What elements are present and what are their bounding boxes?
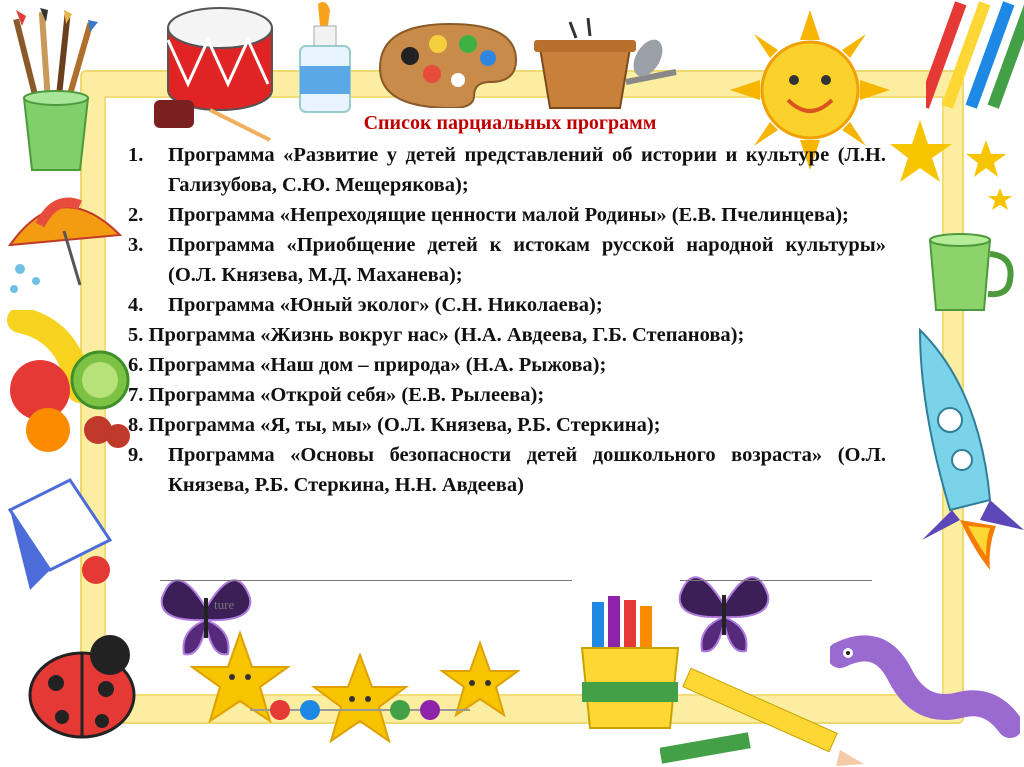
divider-line-left — [160, 580, 572, 581]
program-list — [128, 140, 886, 500]
list-item-number: 5. — [128, 324, 144, 346]
list-item-number: 2. — [128, 204, 144, 226]
list-item-text: Программа «Открой себя» (Е.В. Рылеева); — [148, 384, 545, 406]
watermark-text: ture — [214, 597, 235, 612]
list-item-number: 1. — [128, 144, 144, 166]
list-item — [128, 290, 886, 320]
star-icon — [890, 110, 1020, 220]
ladybug-icon — [10, 625, 150, 745]
list-item-number: 7. — [128, 384, 144, 406]
list-item — [128, 380, 886, 410]
butterfly-icon — [158, 568, 254, 660]
divider-line-right — [680, 580, 872, 581]
drum-icon — [150, 0, 280, 150]
list-item — [128, 200, 886, 230]
list-item-text: Программа «Основы безопасности детей дошкольного возраста» (О.Л. Князева, Р.Б. Стеркина, Н.Н. Авдеева) — [168, 444, 886, 496]
list-item — [128, 350, 886, 380]
list-item — [128, 440, 886, 500]
list-item — [128, 410, 886, 440]
worm-icon — [830, 635, 1020, 755]
flower-pot-icon — [530, 12, 680, 122]
umbrella-icon — [0, 185, 130, 295]
list-item-text: Программа «Развитие у детей представлений об истории и культуре (Л.Н. Гализубова, С.Ю. Мещерякова); — [168, 144, 886, 196]
list-item-text: Программа «Жизнь вокруг нас» (Н.А. Авдеева, Г.Б. Степанова); — [148, 324, 745, 346]
cup-icon — [920, 230, 1020, 320]
fruit-icon — [0, 310, 140, 460]
kite-icon — [0, 470, 130, 600]
list-item-text: Программа «Юный эколог» (С.Н. Николаева); — [168, 294, 603, 316]
paint-palette-icon — [370, 18, 520, 108]
list-item — [128, 140, 886, 200]
list-item-number: 4. — [128, 294, 144, 316]
list-item — [128, 230, 886, 290]
list-item-number: 6. — [128, 354, 144, 376]
list-item-text: Программа «Непреходящие ценности малой Родины» (Е.В. Пчелинцева); — [168, 204, 849, 226]
pencils-icon — [926, 0, 1024, 120]
rocket-icon — [880, 320, 1024, 580]
paintbrush-cup-icon — [2, 8, 112, 178]
butterfly-icon — [676, 565, 772, 657]
list-item-text: Программа «Приобщение детей к истокам русской народной культуры» (О.Л. Князева, М.Д. Маханева); — [168, 234, 886, 286]
list-item — [128, 320, 886, 350]
abacus-icon — [250, 680, 470, 740]
list-item-text: Программа «Я, ты, мы» (О.Л. Князева, Р.Б. Стеркина); — [148, 414, 661, 436]
list-item-number: 9. — [128, 444, 144, 466]
list-item-number: 8. — [128, 414, 144, 436]
glue-bottle-icon — [290, 0, 360, 120]
page-title: Список парциальных программ — [363, 112, 657, 134]
list-item-number: 3. — [128, 234, 144, 256]
list-item-text: Программа «Наш дом – природа» (Н.А. Рыжова); — [148, 354, 607, 376]
